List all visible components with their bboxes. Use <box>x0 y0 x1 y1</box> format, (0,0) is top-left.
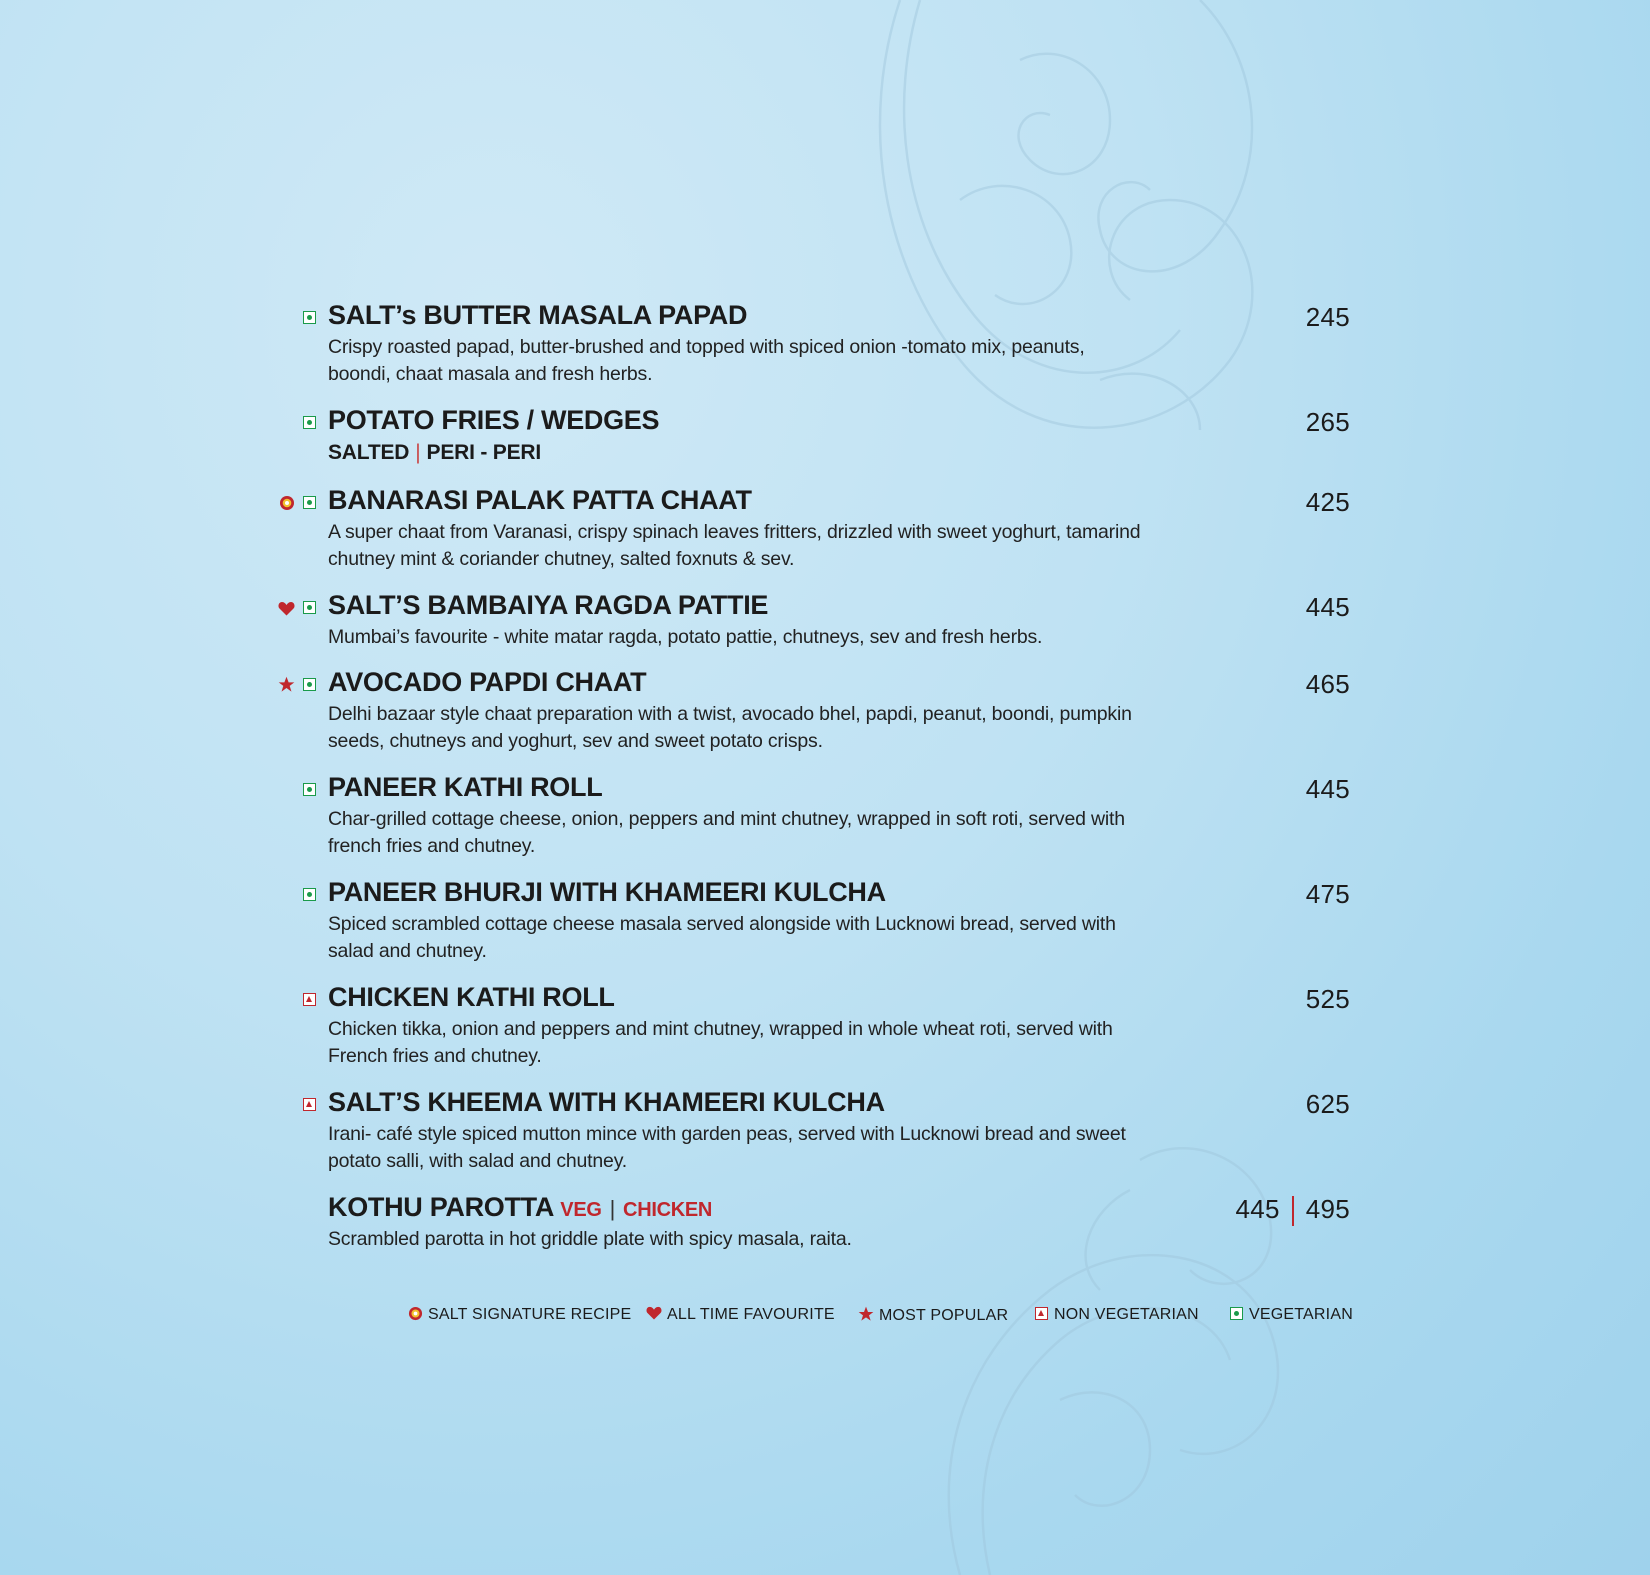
item-price: 445 <box>1305 774 1350 804</box>
item-price: 245 <box>1305 302 1350 332</box>
menu-item <box>270 1087 1350 1187</box>
menu-item <box>270 667 1350 767</box>
vegetarian-icon <box>303 888 316 901</box>
legend <box>0 1306 1353 1330</box>
favourite-heart-icon <box>278 601 295 616</box>
legend-signature <box>408 1306 631 1324</box>
item-price: 525 <box>1305 984 1350 1014</box>
menu-item <box>270 590 1350 660</box>
item-description: Scrambled parotta in hot griddle plate with spicy masala, raita. <box>328 1228 852 1250</box>
legend-favourite-label: ALL TIME FAVOURITE <box>667 1306 835 1323</box>
item-price-pair <box>1235 1194 1350 1226</box>
most-popular-star-icon <box>278 676 295 693</box>
vegetarian-icon <box>303 496 316 509</box>
item-description: Chicken tikka, onion and peppers and mint chutney, wrapped in whole wheat roti, served with French fries and chutney. <box>328 1018 1113 1067</box>
menu-item <box>270 982 1350 1082</box>
item-name <box>328 1192 712 1223</box>
menu-item <box>270 300 1350 400</box>
variant-veg: VEG <box>560 1199 602 1221</box>
menu-item <box>270 772 1350 872</box>
option-salted: SALTED <box>328 441 410 464</box>
item-description: A super chaat from Varanasi, crispy spinach leaves fritters, drizzled with sweet yoghurt, tamarind chutney mint & coriander chutney, salted foxnuts & sev. <box>328 521 1141 570</box>
item-name-text: KOTHU PAROTTA <box>328 1192 554 1222</box>
signature-recipe-icon <box>279 495 295 511</box>
item-price: 425 <box>1305 487 1350 517</box>
legend-popular-label: MOST POPULAR <box>879 1307 1009 1324</box>
legend-veg-label: VEGETARIAN <box>1249 1306 1353 1323</box>
vegetarian-icon <box>303 601 316 614</box>
most-popular-star-icon <box>858 1306 874 1322</box>
item-price: 265 <box>1305 407 1350 437</box>
item-name: AVOCADO PAPDI CHAAT <box>328 667 647 697</box>
vegetarian-icon <box>303 783 316 796</box>
item-name: SALT’S KHEEMA WITH KHAMEERI KULCHA <box>328 1087 885 1117</box>
legend-nonveg-label: NON VEGETARIAN <box>1054 1306 1199 1323</box>
favourite-heart-icon <box>646 1306 662 1320</box>
item-price: 445 <box>1305 592 1350 622</box>
item-name: PANEER KATHI ROLL <box>328 772 603 802</box>
non-vegetarian-icon <box>1035 1307 1048 1320</box>
legend-veg <box>1230 1306 1353 1324</box>
item-name: SALT’S BAMBAIYA RAGDA PATTIE <box>328 590 769 620</box>
item-name: BANARASI PALAK PATTA CHAAT <box>328 485 752 515</box>
vegetarian-icon <box>1230 1307 1243 1320</box>
legend-nonveg <box>1035 1306 1199 1324</box>
legend-popular <box>858 1306 1008 1325</box>
item-description: Char-grilled cottage cheese, onion, peppers and mint chutney, wrapped in soft roti, served with french fries and chutney. <box>328 808 1125 857</box>
non-vegetarian-icon <box>303 993 316 1006</box>
menu-item <box>270 485 1350 585</box>
item-description: Mumbai’s favourite - white matar ragda, potato pattie, chutneys, sev and fresh herbs. <box>328 626 1043 648</box>
signature-recipe-icon <box>408 1306 423 1321</box>
item-description: Irani- café style spiced mutton mince with garden peas, served with Lucknowi bread and sweet potato salli, with salad and chutney. <box>328 1123 1126 1172</box>
option-peri-peri: PERI - PERI <box>426 441 542 464</box>
vegetarian-icon <box>303 311 316 324</box>
item-name: CHICKEN KATHI ROLL <box>328 982 615 1012</box>
item-price: 475 <box>1305 879 1350 909</box>
price-veg: 445 <box>1235 1194 1280 1224</box>
price-divider <box>1292 1196 1294 1226</box>
legend-signature-label: SALT SIGNATURE RECIPE <box>428 1306 632 1323</box>
vegetarian-icon <box>303 416 316 429</box>
item-options <box>328 441 541 465</box>
menu-item <box>270 877 1350 977</box>
item-name: SALT’s BUTTER MASALA PAPAD <box>328 300 748 330</box>
item-name: POTATO FRIES / WEDGES <box>328 405 660 435</box>
price-chicken: 495 <box>1305 1194 1350 1224</box>
menu-item <box>270 405 1350 475</box>
item-description: Delhi bazaar style chaat preparation with a twist, avocado bhel, papdi, peanut, boondi, pumpkin seeds, chutneys and yoghurt, sev and sweet potato crisps. <box>328 703 1132 752</box>
variant-chicken: CHICKEN <box>623 1199 713 1221</box>
item-price: 625 <box>1305 1089 1350 1119</box>
variant-separator: | <box>609 1196 616 1221</box>
menu-item <box>270 1192 1350 1262</box>
item-description: Spiced scrambled cottage cheese masala served alongside with Lucknowi bread, served with salad and chutney. <box>328 913 1116 962</box>
option-separator: | <box>415 441 421 464</box>
legend-favourite <box>646 1306 835 1324</box>
item-description: Crispy roasted papad, butter-brushed and topped with spiced onion -tomato mix, peanuts, boondi, chaat masala and fresh herbs. <box>328 336 1085 385</box>
item-price: 465 <box>1305 669 1350 699</box>
non-vegetarian-icon <box>303 1098 316 1111</box>
vegetarian-icon <box>303 678 316 691</box>
item-name: PANEER BHURJI WITH KHAMEERI KULCHA <box>328 877 886 907</box>
